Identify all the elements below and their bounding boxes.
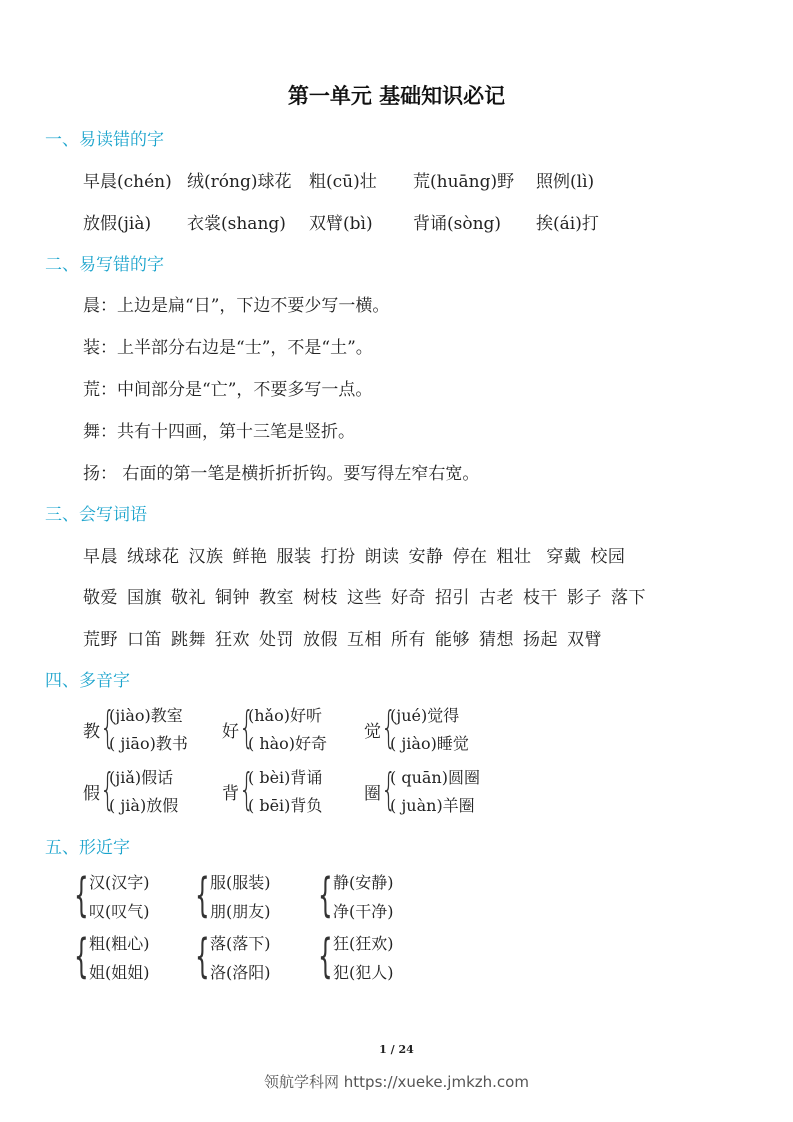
brace-icon: {	[239, 702, 255, 753]
writing-tip: 舞：共有十四画，第十三笔是竖折。	[83, 422, 355, 442]
pinyin-item: 照例(lì)	[536, 172, 595, 192]
vocab-word: 穿戴	[540, 547, 582, 567]
vocab-word: 双臂	[567, 630, 602, 650]
similar-char: 粗(粗心)	[89, 934, 150, 953]
similar-char: 朋(朋友)	[210, 902, 271, 921]
vocab-word: 汉族	[188, 547, 224, 567]
polyphone-reading: (jiào)教室	[109, 706, 183, 725]
vocab-word: 古老	[479, 588, 514, 608]
polyphone-char: 圈	[364, 784, 381, 804]
polyphone-reading: (hǎo)好听	[248, 706, 322, 725]
similar-char: 净(干净)	[333, 902, 394, 921]
word-row-2	[83, 583, 655, 608]
polyphone-char: 假	[83, 784, 100, 804]
vocab-word: 粗壮	[496, 547, 532, 567]
vocab-word: 口笛	[127, 630, 162, 650]
page-title: 第一单元 基础知识必记	[287, 84, 506, 108]
word-row-1	[83, 542, 634, 567]
vocab-word: 朗读	[364, 547, 400, 567]
vocab-word: 好奇	[391, 588, 426, 608]
section-heading-5: 五、形近字	[45, 838, 130, 858]
vocab-word: 枝干	[523, 588, 558, 608]
vocab-word: 这些	[347, 588, 382, 608]
similar-char: 汉(汉字)	[89, 873, 150, 892]
polyphone-reading: ( bēi)背负	[248, 796, 323, 815]
brace-icon: {	[100, 764, 116, 815]
brace-icon: {	[318, 868, 333, 922]
polyphone-reading: ( jiāo)教书	[109, 734, 188, 753]
vocab-word: 校园	[590, 547, 626, 567]
vocab-word: 教室	[259, 588, 294, 608]
vocab-word: 打扮	[320, 547, 356, 567]
polyphone-reading: ( hào)好奇	[248, 734, 328, 753]
vocab-word: 扬起	[523, 630, 558, 650]
pinyin-item: 放假(jià)	[83, 214, 152, 234]
polyphone-reading: ( jià)放假	[109, 796, 179, 815]
vocab-word: 互相	[347, 630, 382, 650]
brace-icon: {	[381, 764, 397, 815]
brace-icon: {	[74, 929, 89, 983]
footer-watermark: 领航学科网 https://xueke.jmkzh.com	[264, 1073, 529, 1091]
vocab-word: 服装	[276, 547, 312, 567]
vocab-word: 敬爱	[83, 588, 118, 608]
writing-tip: 扬： 右面的第一笔是横折折折钩。要写得左窄右宽。	[83, 464, 480, 484]
vocab-word: 绒球花	[127, 547, 180, 567]
vocab-word: 猜想	[479, 630, 514, 650]
writing-tip: 荒：中间部分是“亡”，不要多写一点。	[83, 380, 373, 400]
vocab-word: 影子	[567, 588, 602, 608]
vocab-word: 落下	[611, 588, 646, 608]
vocab-word: 荒野	[83, 630, 118, 650]
brace-icon: {	[74, 868, 89, 922]
vocab-word: 所有	[391, 630, 426, 650]
similar-char: 犯(犯人)	[333, 963, 394, 982]
polyphone-reading: ( quān)圆圈	[390, 768, 480, 787]
brace-icon: {	[195, 929, 210, 983]
similar-char: 叹(叹气)	[89, 902, 150, 921]
vocab-word: 跳舞	[171, 630, 206, 650]
vocab-word: 狂欢	[215, 630, 250, 650]
pinyin-item: 绒(róng)球花	[187, 172, 292, 192]
pinyin-item: 背诵(sòng)	[413, 214, 502, 234]
vocab-word: 招引	[435, 588, 470, 608]
word-row-3	[83, 625, 611, 650]
polyphone-reading: (jué)觉得	[390, 706, 460, 725]
vocab-word: 安静	[408, 547, 444, 567]
vocab-word: 放假	[303, 630, 338, 650]
similar-char: 姐(姐姐)	[89, 963, 150, 982]
pinyin-item: 挨(ái)打	[536, 214, 599, 234]
polyphone-reading: ( bèi)背诵	[248, 768, 323, 787]
similar-char: 服(服装)	[210, 873, 271, 892]
vocab-word: 早晨	[83, 547, 118, 567]
pinyin-item: 双臂(bì)	[309, 214, 373, 234]
pinyin-item: 荒(huāng)野	[413, 172, 515, 192]
section-heading-1: 一、易读错的字	[45, 130, 164, 150]
brace-icon: {	[195, 868, 210, 922]
polyphone-reading: ( jiào)睡觉	[390, 734, 469, 753]
vocab-word: 鲜艳	[232, 547, 268, 567]
similar-char: 狂(狂欢)	[333, 934, 394, 953]
section-heading-2: 二、易写错的字	[45, 255, 164, 275]
vocab-word: 铜钟	[215, 588, 250, 608]
vocab-word: 树枝	[303, 588, 338, 608]
section-heading-3: 三、会写词语	[45, 505, 147, 525]
brace-icon: {	[100, 702, 116, 753]
polyphone-char: 教	[83, 722, 100, 742]
section-heading-4: 四、多音字	[45, 671, 130, 691]
polyphone-char: 背	[222, 784, 239, 804]
similar-char: 落(落下)	[210, 934, 271, 953]
polyphone-reading: (jiǎ)假话	[109, 768, 174, 787]
page-number: 1 / 24	[379, 1043, 414, 1056]
similar-char: 洛(洛阳)	[210, 963, 271, 982]
vocab-word: 处罚	[259, 630, 294, 650]
polyphone-char: 觉	[364, 722, 381, 742]
pinyin-item: 早晨(chén)	[83, 172, 172, 192]
writing-tip: 晨：上边是扁“日”，下边不要少写一横。	[83, 296, 390, 316]
vocab-word: 能够	[435, 630, 470, 650]
writing-tip: 装：上半部分右边是“士”，不是“土”。	[83, 338, 373, 358]
vocab-word: 敬礼	[171, 588, 206, 608]
polyphone-char: 好	[222, 722, 239, 742]
vocab-word: 国旗	[127, 588, 162, 608]
pinyin-item: 粗(cū)壮	[309, 172, 377, 192]
brace-icon: {	[381, 702, 397, 753]
pinyin-item: 衣裳(shang)	[187, 214, 286, 234]
similar-char: 静(安静)	[333, 873, 394, 892]
brace-icon: {	[318, 929, 333, 983]
polyphone-reading: ( juàn)羊圈	[390, 796, 475, 815]
vocab-word: 停在	[452, 547, 488, 567]
brace-icon: {	[239, 764, 255, 815]
